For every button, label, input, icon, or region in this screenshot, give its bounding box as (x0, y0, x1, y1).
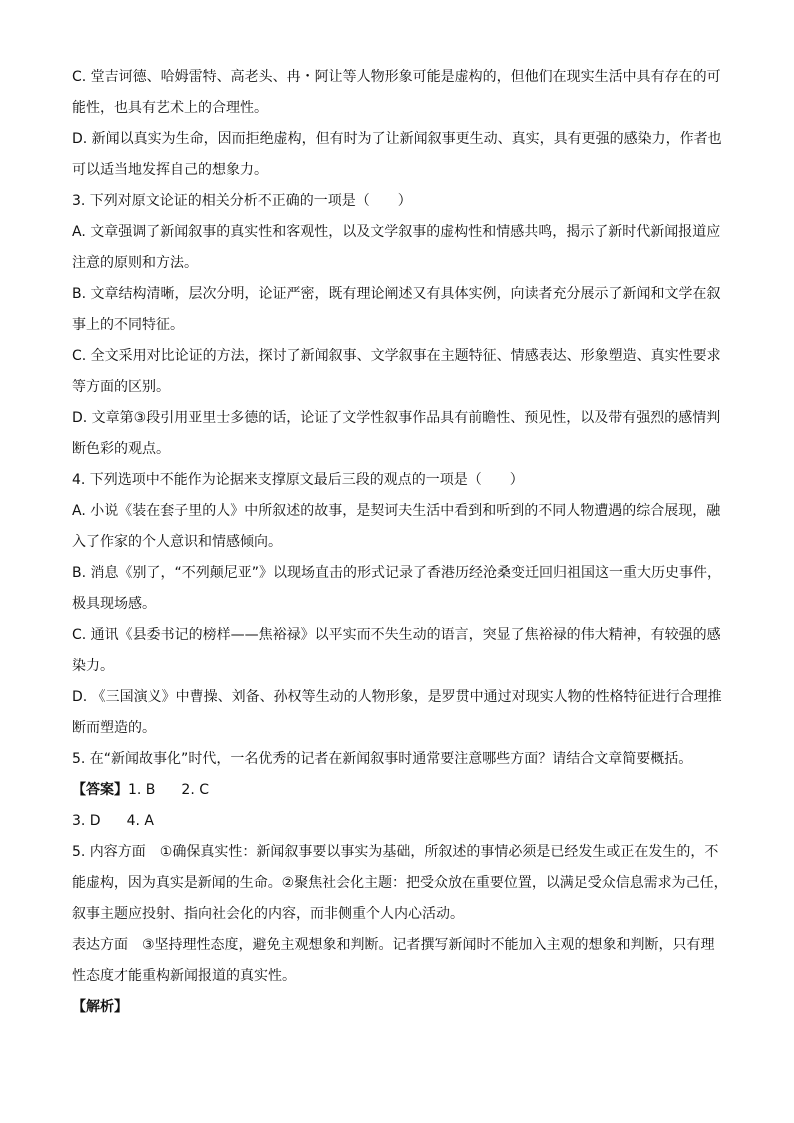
q4-option-a-line-1: A. 小说《装在套子里的人》中所叙述的故事，是契诃夫生活中看到和听到的不同人物遭遇的综合展现，融 (72, 503, 721, 519)
q4-option-d-line-2: 断而塑造的。 (72, 720, 156, 736)
answer-1: 1. B (128, 782, 156, 798)
q4-option-c-line-2: 染力。 (72, 658, 114, 674)
q3-option-d-line-1: D. 文章第③段引用亚里士多德的话，论证了文学性叙事作品具有前瞻性、预见性，以及带有强烈的感情判 (72, 410, 721, 426)
answer-label: 【答案】 (72, 782, 128, 798)
q3-option-c-line-2: 等方面的区别。 (72, 379, 170, 395)
answer-5-line-1: 5. 内容方面 ①确保真实性：新闻叙事要以事实为基础，所叙述的事情必须是已经发生或正在发生的，不 (72, 844, 719, 860)
question-4: 4. 下列选项中不能作为论据来支撑原文最后三段的观点的一项是（ ） (72, 472, 524, 488)
question-3: 3. 下列对原文论证的相关分析不正确的一项是（ ） (72, 193, 412, 209)
answer-4: 4. A (126, 813, 154, 829)
q3-option-b-line-2: 事上的不同特征。 (72, 317, 184, 333)
q4-option-c-line-1: C. 通讯《县委书记的榜样——焦裕禄》以平实而不失生动的语言，突显了焦裕禄的伟大精神，有较强的感 (72, 627, 721, 643)
answer-5-line-4: 表达方面 ③坚持理性态度，避免主观想象和判断。记者撰写新闻时不能加入主观的想象和判断，只有理 (72, 937, 715, 953)
q4-option-d-line-1: D. 《三国演义》中曹操、刘备、孙权等生动的人物形象，是罗贯中通过对现实人物的性格特征进行合理推 (72, 689, 722, 705)
document-body (72, 62, 728, 1023)
q3-option-c-line-1: C. 全文采用对比论证的方法，探讨了新闻叙事、文学叙事在主题特征、情感表达、形象塑造、真实性要求 (72, 348, 721, 364)
answer-line-2 (72, 806, 728, 837)
q3-option-a-line-1: A. 文章强调了新闻叙事的真实性和客观性，以及文学叙事的虚构性和情感共鸣，揭示了新时代新闻报道应 (72, 224, 721, 240)
answer-5-line-5: 性态度才能重构新闻报道的真实性。 (72, 968, 296, 984)
option-d-line-1: D. 新闻以真实为生命，因而拒绝虚构，但有时为了让新闻叙事更生动、真实，具有更强的感染力，作者也 (72, 131, 722, 147)
option-d-line-2: 可以适当地发挥自己的想象力。 (72, 162, 268, 178)
answer-line-1 (72, 775, 728, 806)
q3-option-d-line-2: 断色彩的观点。 (72, 441, 170, 457)
analysis-label: 【解析】 (72, 999, 128, 1015)
option-c-line-1: C. 堂吉诃德、哈姆雷特、高老头、冉・阿让等人物形象可能是虚构的，但他们在现实生活中具有存在的可 (72, 69, 721, 85)
q4-option-a-line-2: 入了作家的个人意识和情感倾向。 (72, 534, 282, 550)
option-c-line-2: 能性，也具有艺术上的合理性。 (72, 100, 268, 116)
q3-option-a-line-2: 注意的原则和方法。 (72, 255, 198, 271)
answer-5-line-2: 能虚构，因为真实是新闻的生命。②聚焦社会化主题：把受众放在重要位置，以满足受众信息需求为己任， (72, 875, 728, 891)
answer-5-line-3: 叙事主题应投射、指向社会化的内容，而非侧重个人内心活动。 (72, 906, 464, 922)
question-5: 5. 在“新闻故事化”时代，一名优秀的记者在新闻叙事时通常要注意哪些方面？请结合文章简要概括。 (72, 751, 693, 767)
answer-2: 2. C (181, 782, 210, 798)
q4-option-b-line-2: 极具现场感。 (72, 596, 156, 612)
q3-option-b-line-1: B. 文章结构清晰，层次分明，论证严密，既有理论阐述又有具体实例，向读者充分展示了新闻和文学在叙 (72, 286, 721, 302)
q4-option-b-line-1: B. 消息《别了，“不列颠尼亚”》以现场直击的形式记录了香港历经沧桑变迁回归祖国这一重大历史事件， (72, 565, 722, 581)
answer-3: 3. D (72, 813, 101, 829)
